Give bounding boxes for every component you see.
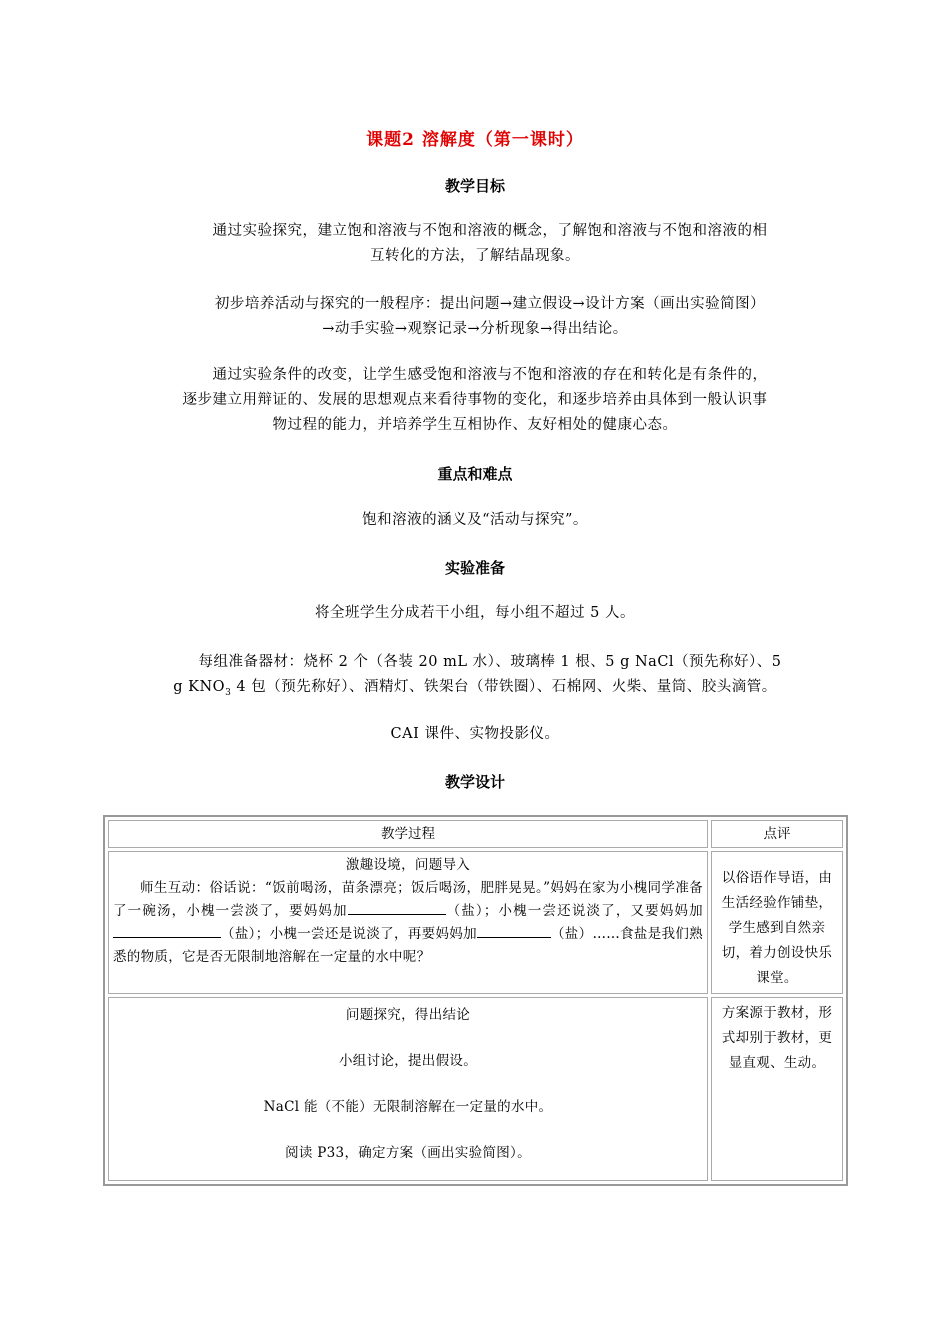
prep-kno3-text: g KNO [173, 679, 226, 695]
prep-equipment-line-1: 每组准备器材：烧杯 2 个（各装 20 mL 水）、玻璃棒 1 根、5 g NaCl（预先称好）、5 [198, 654, 782, 670]
design-heading: 教学设计 [444, 773, 505, 791]
focus-text: 饱和溶液的涵义及“活动与探究”。 [362, 512, 588, 528]
explore-line-1: 小组讨论，提出假设。 [339, 1053, 477, 1069]
comment-cell-explore: 方案源于教材，形式却别于教材，更显直观、生动。 [711, 997, 843, 1181]
process-cell-intro [108, 851, 708, 994]
goal-1 [0, 219, 950, 269]
intro-title: 激趣设境，问题导入 [345, 857, 471, 873]
goal-1-line-2: 互转化的方法，了解结晶现象。 [370, 248, 580, 264]
intro-text [113, 877, 703, 969]
intro-text-b: （盐）；小槐一尝还说淡了，又要妈妈加 [445, 903, 703, 919]
goal-1-line-1: 通过实验探究，建立饱和溶液与不饱和溶液的概念，了解饱和溶液与不饱和溶液的相 [212, 223, 768, 239]
prep-kno3-subscript: 3 [225, 687, 232, 698]
table-row [108, 997, 843, 1181]
goal-2-line-2: →动手实验→观察记录→分析现象→得出结论。 [322, 321, 628, 337]
explore-line-3: 阅读 P33，确定方案（画出实验简图）。 [285, 1145, 531, 1161]
explore-title: 问题探究，得出结论 [345, 1007, 471, 1023]
prep-equipment [0, 650, 950, 706]
intro-text-a: 师生互动：俗话说：“饭前喝汤，苗条漂亮；饭后喝汤，肥胖晃晃。”妈妈在家为小槐同学准备了一碗汤，小槐一尝淡了，要妈妈加 [113, 880, 703, 919]
prep-grouping: 将全班学生分成若干小组，每小组不超过 5 人。 [315, 605, 635, 621]
comment-cell-intro: 以俗语作导语，由生活经验作铺垫，学生感到自然亲切，着力创设快乐课堂。 [711, 851, 843, 994]
goal-2 [0, 292, 950, 342]
prep-heading: 实验准备 [444, 559, 505, 577]
goal-3 [0, 363, 950, 438]
table-row [108, 851, 843, 994]
goal-3-line-3: 物过程的能力，并培养学生互相协作、友好相处的健康心态。 [272, 417, 678, 433]
process-cell-explore [108, 997, 708, 1181]
goal-2-line-1: 初步培养活动与探究的一般程序：提出问题→建立假设→设计方案（画出实验简图） [214, 296, 766, 312]
blank-3 [477, 923, 551, 938]
intro-text-d: （盐）……食盐是我们熟悉的物质，它是否无限制地溶解在一定量的水中呢？ [113, 926, 703, 965]
goal-3-line-2: 逐步建立用辩证的、发展的思想观点来看待事物的变化，和逐步培养由具体到一般认识事 [182, 392, 768, 408]
blank-1 [348, 900, 446, 915]
teaching-design-table [103, 815, 848, 1186]
prep-cai: CAI 课件、实物投影仪。 [390, 726, 560, 742]
intro-text-c: （盐）；小槐一尝还是说淡了，再要妈妈加 [221, 926, 477, 942]
header-process: 教学过程 [108, 820, 708, 848]
prep-equipment-rest: 4 包（预先称好）、酒精灯、铁架台（带铁圈）、石棉网、火柴、量筒、胶头滴管。 [231, 679, 777, 695]
table-header-row [108, 820, 843, 848]
lesson-title: 课题2 溶解度（第一课时） [366, 130, 584, 150]
prep-equipment-line-2 [0, 675, 950, 706]
goal-3-line-1: 通过实验条件的改变，让学生感受饱和溶液与不饱和溶液的存在和转化是有条件的， [212, 367, 768, 383]
explore-line-2: NaCl 能（不能）无限制溶解在一定量的水中。 [263, 1099, 553, 1115]
header-comment: 点评 [711, 820, 843, 848]
blank-2 [113, 923, 221, 938]
focus-heading: 重点和难点 [437, 465, 513, 483]
goals-heading: 教学目标 [444, 177, 505, 195]
